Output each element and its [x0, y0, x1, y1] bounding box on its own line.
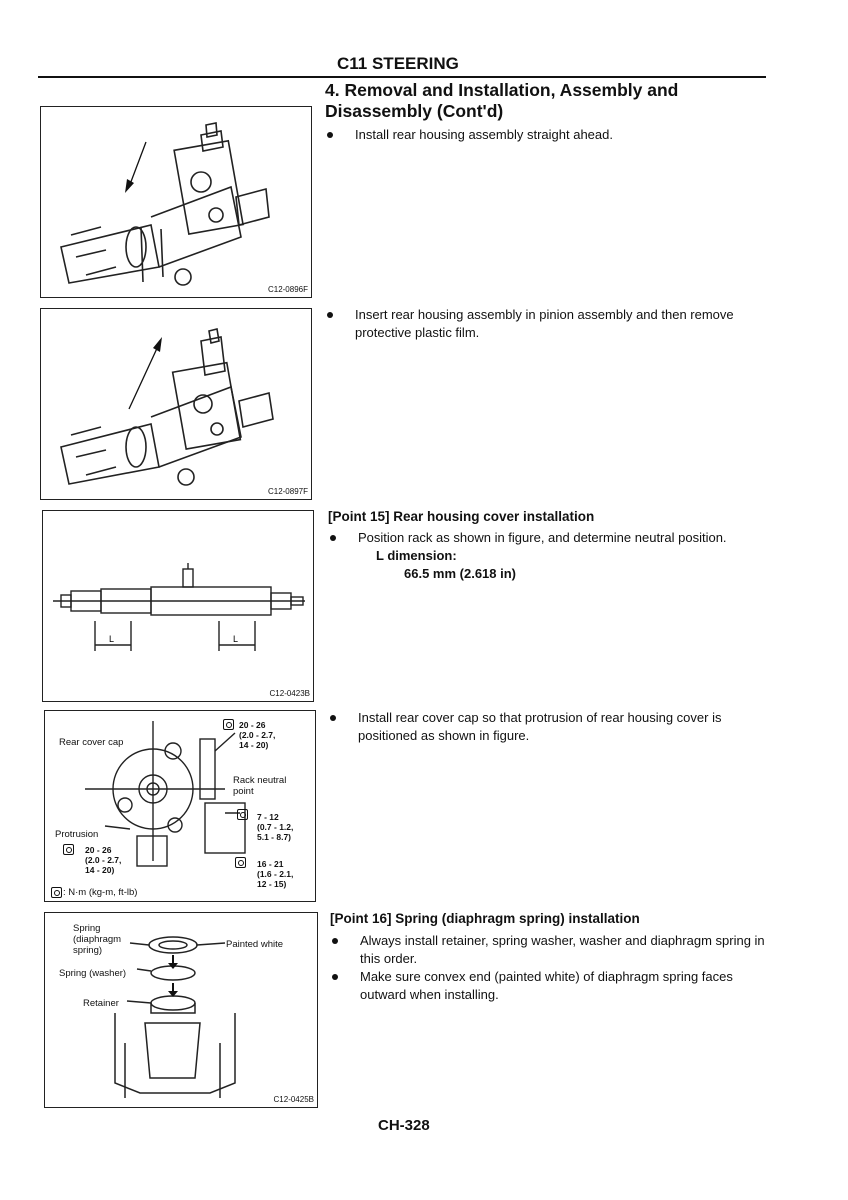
- bullet-item: Install rear cover cap so that protrusion of rear housing cover is positioned as shown in figure.: [328, 709, 773, 745]
- bullet-dot-icon: [330, 535, 336, 541]
- section-insert-housing: [325, 306, 770, 342]
- torque-unit-legend: : N·m (kg-m, ft-lb): [63, 887, 138, 898]
- torque-spec-left: 20 - 26 (2.0 - 2.7, 14 - 20): [85, 845, 122, 875]
- figure-insert-rear-housing: [40, 308, 312, 500]
- label-protrusion: Protrusion: [55, 829, 99, 840]
- figure-rack-neutral-position: [42, 510, 314, 702]
- label-spring-diaphragm: Spring (diaphragm spring): [73, 923, 122, 956]
- figure-rear-cover-cap: [44, 710, 316, 902]
- torque-icon: [223, 719, 234, 730]
- dim-label-right: L: [233, 634, 239, 644]
- bullet-item: Install rear housing assembly straight ahead.: [325, 126, 770, 144]
- rack-illustration: [43, 511, 313, 701]
- label-spring-washer: Spring (washer): [59, 968, 127, 979]
- bullet-dot-icon: [330, 715, 336, 721]
- bullet-dot-icon: [332, 974, 338, 980]
- bullet-dot-icon: [327, 312, 333, 318]
- header-rule: [38, 76, 766, 78]
- section-install-straight: [325, 126, 770, 144]
- torque-icon: [63, 844, 74, 855]
- rear-housing-illustration: [41, 107, 311, 297]
- l-dimension-label: L dimension:: [376, 548, 457, 563]
- figure-code: C12-0423B: [269, 689, 310, 698]
- torque-icon: [237, 809, 248, 820]
- page-number: CH-328: [378, 1117, 430, 1134]
- figure-rear-housing-straight: [40, 106, 312, 298]
- torque-spec-right: 16 - 21 (1.6 - 2.1, 12 - 15): [257, 859, 294, 889]
- figure-code: C12-0896F: [267, 285, 308, 294]
- l-dimension-value: 66.5 mm (2.618 in): [404, 566, 516, 581]
- figure-code: C12-0897F: [267, 487, 308, 496]
- label-painted-white: Painted white: [226, 939, 284, 950]
- torque-spec-mid: 7 - 12 (0.7 - 1.2, 5.1 - 8.7): [257, 812, 294, 842]
- bullet-item: Make sure convex end (painted white) of diaphragm spring faces outward when installing.: [330, 968, 775, 1004]
- torque-icon: [235, 857, 246, 868]
- page-heading: 4. Removal and Installation, Assembly and Disassembly (Cont'd): [325, 80, 679, 121]
- label-rear-cover-cap: Rear cover cap: [59, 737, 124, 748]
- dim-label-left: L: [109, 634, 115, 644]
- section-title: C11 STEERING: [337, 54, 459, 73]
- label-rack-neutral-point: Rack neutral point: [233, 775, 287, 797]
- torque-spec-top: 20 - 26 (2.0 - 2.7, 14 - 20): [239, 720, 276, 750]
- point-16-title: [Point 16] Spring (diaphragm spring) installation: [330, 911, 640, 926]
- section-rear-cover-cap: [328, 709, 773, 745]
- section-point-16: [330, 910, 775, 1004]
- bullet-dot-icon: [332, 938, 338, 944]
- bullet-item: Insert rear housing assembly in pinion assembly and then remove protective plastic film.: [325, 306, 770, 342]
- point-15-title: [Point 15] Rear housing cover installation: [328, 509, 595, 524]
- figure-diaphragm-spring: [44, 912, 318, 1108]
- figure-code: C12-0425B: [273, 1095, 314, 1104]
- insert-housing-illustration: [41, 309, 311, 499]
- label-retainer: Retainer: [83, 998, 119, 1009]
- section-point-15: [328, 508, 773, 583]
- bullet-dot-icon: [327, 132, 333, 138]
- bullet-item: Always install retainer, spring washer, washer and diaphragm spring in this order.: [330, 932, 775, 968]
- bullet-item: Position rack as shown in figure, and determine neutral position.: [328, 529, 773, 547]
- torque-icon: [51, 887, 62, 898]
